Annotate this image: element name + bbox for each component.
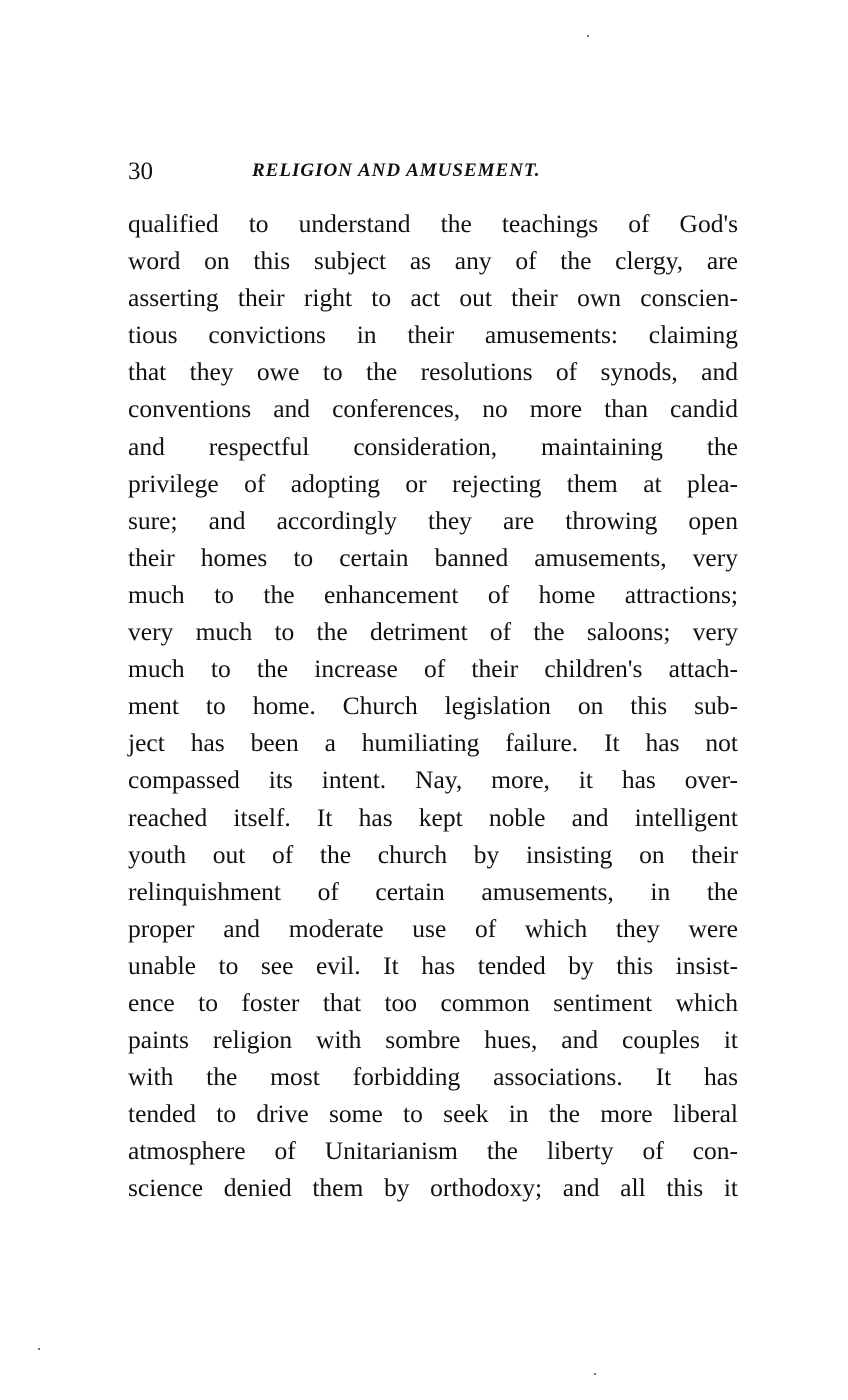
text-line: tended to drive some to seek in the more liberal <box>128 1099 738 1129</box>
text-line: asserting their right to act out their own conscien- <box>128 283 738 313</box>
text-line: paints religion with sombre hues, and couples it <box>128 1025 738 1055</box>
text-line: proper and moderate use of which they were <box>128 913 738 943</box>
text-line: that they owe to the resolutions of synods, and <box>128 357 738 387</box>
text-line: much to the increase of their children's attach- <box>128 654 738 684</box>
text-line: privilege of adopting or rejecting them at plea- <box>128 468 738 498</box>
text-line: relinquishment of certain amusements, in the <box>128 876 738 906</box>
body-text <box>128 205 738 1207</box>
scan-speck <box>587 35 589 37</box>
text-line: ject has been a humiliating failure. It has not <box>128 728 738 758</box>
text-line: unable to see evil. It has tended by this insist- <box>128 950 738 980</box>
running-title: RELIGION AND AMUSEMENT. <box>252 160 541 181</box>
text-line: ence to foster that too common sentiment which <box>128 987 738 1017</box>
text-line: compassed its intent. Nay, more, it has over- <box>128 765 738 795</box>
text-line: very much to the detriment of the saloons; very <box>128 617 738 647</box>
page-number: 30 <box>128 158 153 185</box>
text-line: much to the enhancement of home attractions; <box>128 579 738 609</box>
scan-speck <box>38 1348 40 1350</box>
text-line: tious convictions in their amusements: claiming <box>128 320 738 350</box>
page-header <box>128 158 738 192</box>
scan-speck <box>594 1373 596 1375</box>
text-line: science denied them by orthodoxy; and all this it <box>128 1173 738 1203</box>
text-line: youth out of the church by insisting on their <box>128 839 738 869</box>
text-line: qualified to understand the teachings of God's <box>128 209 738 238</box>
text-line: with the most forbidding associations. It has <box>128 1062 738 1092</box>
text-line: and respectful consideration, maintaining the <box>128 431 738 461</box>
text-line: conventions and conferences, no more than candid <box>128 394 738 424</box>
text-line: sure; and accordingly they are throwing open <box>128 505 738 535</box>
text-line: word on this subject as any of the clergy, are <box>128 246 738 276</box>
text-line: ment to home. Church legislation on this sub- <box>128 691 738 721</box>
text-line: atmosphere of Unitarianism the liberty of con- <box>128 1136 738 1166</box>
text-line: their homes to certain banned amusements, very <box>128 542 738 572</box>
text-line: reached itself. It has kept noble and intelligent <box>128 802 738 832</box>
